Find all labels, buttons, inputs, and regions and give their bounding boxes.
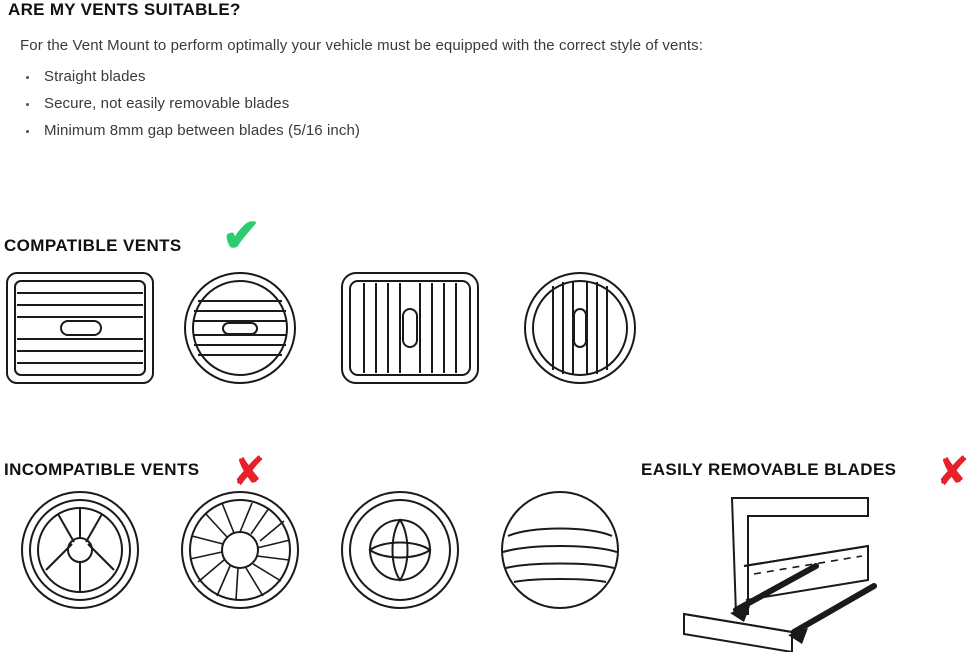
circle-horizontal-slats-vent [160, 268, 320, 388]
removable-blades-row [668, 482, 918, 652]
incompatible-vents-row [0, 490, 640, 610]
intro-text: For the Vent Mount to perform optimally your vehicle must be equipped with the correct style of vents: [20, 37, 704, 54]
circle-radial-fan-vent [160, 490, 320, 610]
removable-blades-heading: EASILY REMOVABLE BLADES [641, 460, 897, 479]
circle-x-cross-vent [320, 490, 480, 610]
incompatible-vents-heading: INCOMPATIBLE VENTS [4, 460, 200, 479]
requirements-list [22, 68, 360, 149]
cross-icon: ✘ [232, 449, 266, 495]
circle-curved-blades-vent [480, 490, 640, 610]
cross-icon: ✘ [936, 449, 970, 495]
circle-three-spoke-vent [0, 490, 160, 610]
page-title: ARE MY VENTS SUITABLE? [8, 0, 241, 19]
circle-vertical-slats-vent [500, 268, 660, 388]
compatible-vents-row [0, 268, 660, 388]
check-icon: ✔ [222, 209, 261, 261]
sliding-blades-arrows-diagram [668, 482, 918, 652]
list-item: Straight blades [22, 68, 360, 85]
list-item: Secure, not easily removable blades [22, 95, 360, 112]
compatible-vents-heading: COMPATIBLE VENTS [4, 236, 182, 255]
list-item: Minimum 8mm gap between blades (5/16 inch) [22, 122, 360, 139]
rounded-rect-horizontal-slats-vent [0, 268, 160, 388]
rounded-rect-vertical-slats-vent [320, 268, 500, 388]
